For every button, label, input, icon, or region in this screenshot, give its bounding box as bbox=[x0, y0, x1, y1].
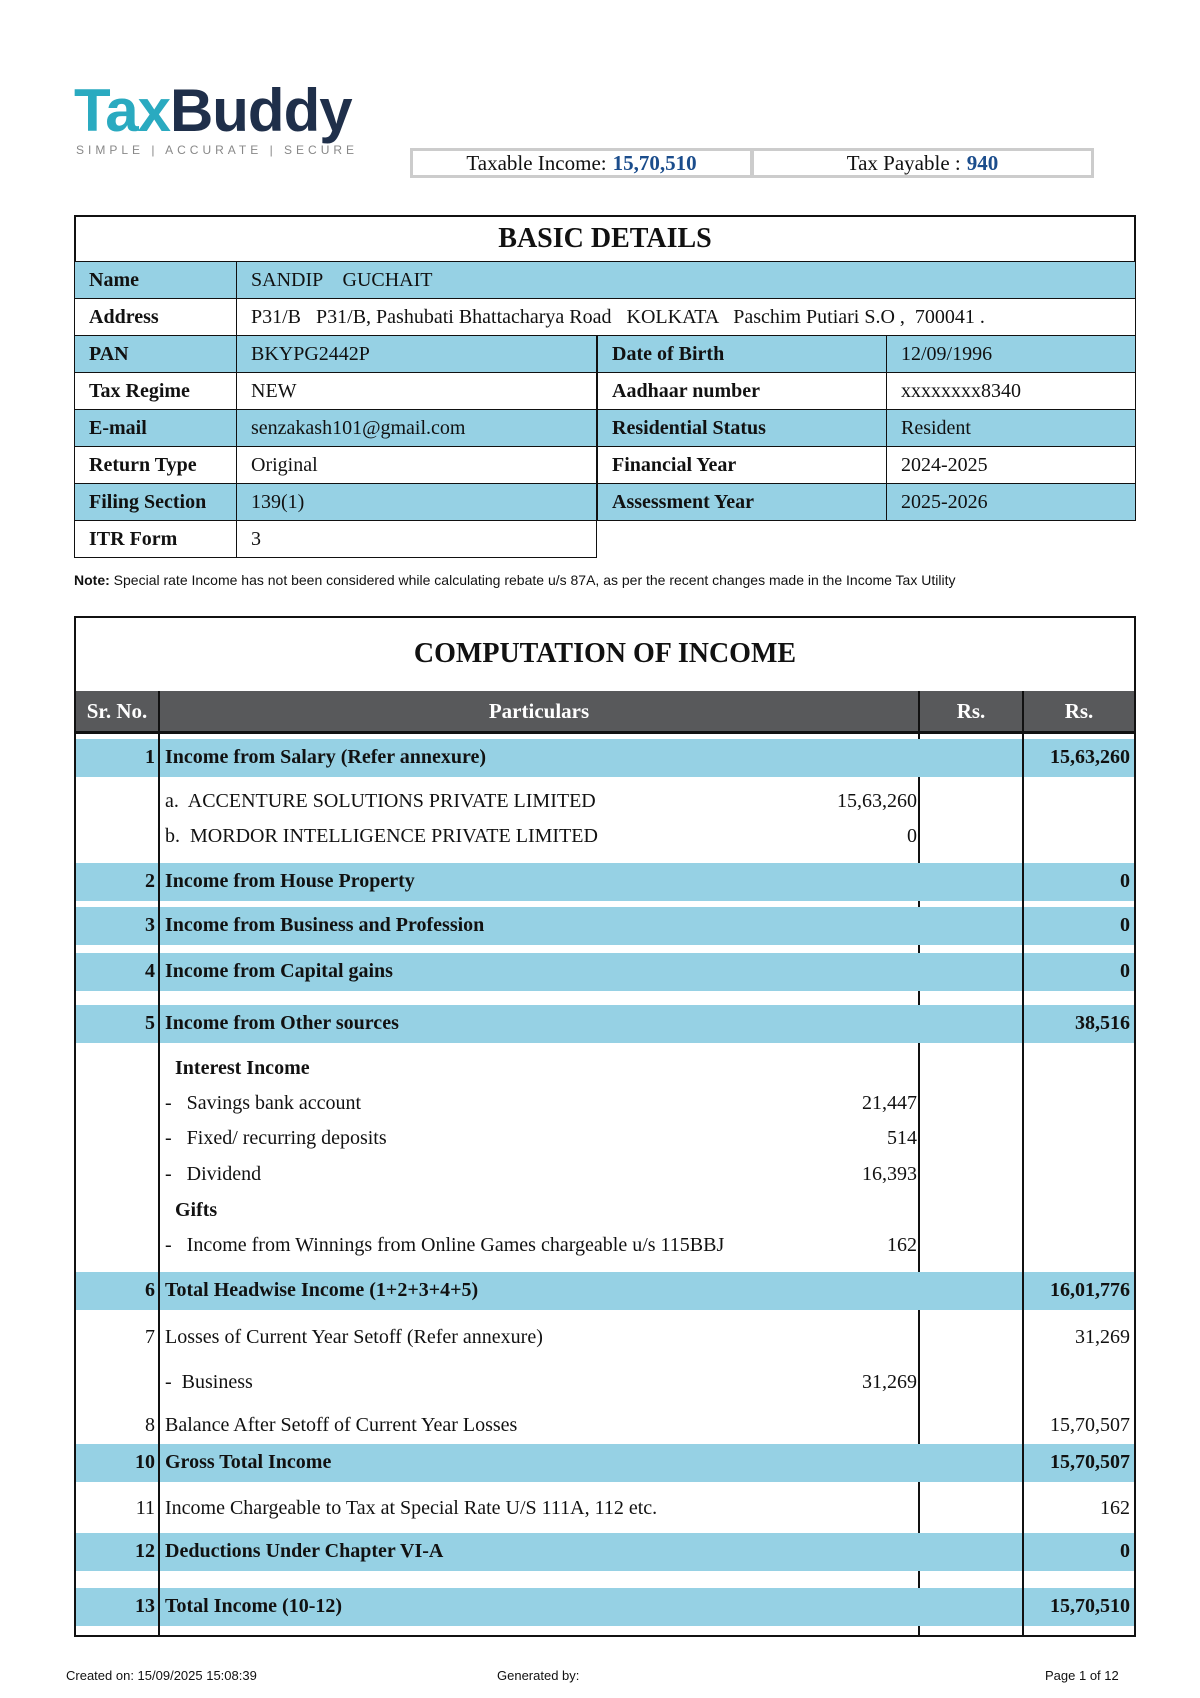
address-value: P31/B P31/B, Pashubati Bhattacharya Road KOLKATA Paschim Putiari S.O , 700041 . bbox=[236, 298, 1136, 336]
itr-label: ITR Form bbox=[74, 520, 237, 558]
row-sr-no: 4 bbox=[145, 960, 155, 982]
row-particulars: Income from Salary (Refer annexure) bbox=[165, 746, 487, 768]
pan-label: PAN bbox=[74, 335, 237, 373]
row-sr-no: 8 bbox=[145, 1414, 155, 1436]
basic-details-heading: BASIC DETAILS bbox=[498, 223, 712, 254]
note-text: Special rate Income has not been considered while calculating rebate u/s 87A, as per the recent changes made in the Income Tax Utility bbox=[109, 572, 956, 588]
row-amount-2: 31,269 bbox=[1075, 1326, 1130, 1348]
logo-tagline: SIMPLE | ACCURATE | SECURE bbox=[76, 143, 359, 157]
row-amount-1: 16,393 bbox=[862, 1163, 917, 1185]
row-amount-2: 38,516 bbox=[1075, 1012, 1130, 1034]
row-amount-2: 0 bbox=[1120, 960, 1130, 982]
computation-heading: COMPUTATION OF INCOME bbox=[413, 637, 797, 669]
fy-value: 2024-2025 bbox=[886, 446, 1136, 484]
return-label: Return Type bbox=[74, 446, 237, 484]
aadhaar-label: Aadhaar number bbox=[597, 372, 887, 410]
row-sr-no: 3 bbox=[145, 914, 155, 936]
row-sr-no: 5 bbox=[145, 1012, 155, 1034]
row-amount-1: 21,447 bbox=[862, 1092, 917, 1114]
row-sr-no: 10 bbox=[135, 1451, 155, 1473]
regime-label: Tax Regime bbox=[74, 372, 237, 410]
header-particulars: Particulars bbox=[160, 691, 920, 731]
tax-payable-value: 940 bbox=[966, 150, 999, 175]
dob-label: Date of Birth bbox=[597, 335, 887, 373]
row-sr-no: 7 bbox=[145, 1326, 155, 1348]
return-type-value: Original bbox=[236, 446, 597, 484]
row-amount-2: 15,70,507 bbox=[1050, 1414, 1130, 1436]
itr-value: 3 bbox=[236, 520, 597, 558]
note-label: Note: bbox=[74, 572, 110, 588]
row-amount-2: 15,63,260 bbox=[1050, 746, 1130, 768]
row-particulars: Income from House Property bbox=[165, 870, 415, 892]
row-particulars: - Fixed/ recurring deposits bbox=[165, 1127, 387, 1149]
filing-value: 139(1) bbox=[236, 483, 597, 521]
logo-text-buddy: Buddy bbox=[169, 77, 352, 144]
address-label: Address bbox=[74, 298, 237, 336]
aadhaar-value: xxxxxxxx8340 bbox=[886, 372, 1136, 410]
row-amount-1: 0 bbox=[907, 825, 917, 847]
row-particulars: Balance After Setoff of Current Year Losses bbox=[165, 1414, 518, 1436]
dob-value: 12/09/1996 bbox=[886, 335, 1136, 373]
row-amount-2: 15,70,507 bbox=[1050, 1451, 1130, 1473]
tax-payable-label: Tax Payable : bbox=[846, 150, 961, 175]
row-particulars: Income from Capital gains bbox=[165, 960, 393, 982]
taxbuddy-logo bbox=[74, 76, 352, 145]
row-amount-2: 15,70,510 bbox=[1050, 1595, 1130, 1617]
row-particulars: Income from Business and Profession bbox=[165, 914, 485, 936]
header-divider bbox=[76, 731, 1134, 734]
row-amount-1: 31,269 bbox=[862, 1371, 917, 1393]
fy-label: Financial Year bbox=[597, 446, 887, 484]
taxable-income-value: 15,70,510 bbox=[612, 150, 697, 175]
residential-value: Resident bbox=[886, 409, 1136, 447]
row-amount-1: 162 bbox=[887, 1234, 917, 1256]
row-particulars: Total Income (10-12) bbox=[165, 1595, 343, 1617]
tax-payable-box bbox=[751, 148, 1094, 178]
row-sr-no: 6 bbox=[145, 1279, 155, 1301]
row-sr-no: 12 bbox=[135, 1540, 155, 1562]
logo-text-tax: Tax bbox=[74, 77, 170, 144]
ay-value: 2025-2026 bbox=[886, 483, 1136, 521]
row-particulars: - Dividend bbox=[165, 1163, 262, 1185]
taxable-income-label: Taxable Income: bbox=[466, 150, 607, 175]
row-particulars: - Income from Winnings from Online Games chargeable u/s 115BBJ bbox=[165, 1234, 725, 1256]
taxable-income-box bbox=[410, 148, 753, 178]
row-particulars: Gross Total Income bbox=[165, 1451, 332, 1473]
column-divider bbox=[158, 734, 160, 1637]
row-particulars: a. ACCENTURE SOLUTIONS PRIVATE LIMITED bbox=[165, 790, 596, 812]
row-sr-no: 1 bbox=[145, 746, 155, 768]
residential-label: Residential Status bbox=[597, 409, 887, 447]
regime-value: NEW bbox=[236, 372, 597, 410]
email-label: E-mail bbox=[74, 409, 237, 447]
row-particulars: Income Chargeable to Tax at Special Rate U/S 111A, 112 etc. bbox=[165, 1497, 658, 1519]
row-particulars: b. MORDOR INTELLIGENCE PRIVATE LIMITED bbox=[165, 825, 598, 847]
filing-label: Filing Section bbox=[74, 483, 237, 521]
row-particulars: Total Headwise Income (1+2+3+4+5) bbox=[165, 1279, 479, 1301]
generated-by: Generated by: bbox=[497, 1668, 580, 1683]
row-particulars: Deductions Under Chapter VI-A bbox=[165, 1540, 444, 1562]
row-sr-no: 13 bbox=[135, 1595, 155, 1617]
ay-label: Assessment Year bbox=[597, 483, 887, 521]
page-number: Page 1 of 12 bbox=[1045, 1668, 1119, 1683]
row-amount-2: 0 bbox=[1120, 870, 1130, 892]
row-sr-no: 11 bbox=[135, 1497, 155, 1519]
created-on: Created on: 15/09/2025 15:08:39 bbox=[66, 1668, 257, 1683]
name-value: SANDIP GUCHAIT bbox=[236, 261, 1136, 299]
row-particulars: - Business bbox=[165, 1371, 253, 1393]
row-amount-2: 0 bbox=[1120, 1540, 1130, 1562]
row-amount-2: 0 bbox=[1120, 914, 1130, 936]
note bbox=[74, 572, 955, 588]
row-sr-no: 2 bbox=[145, 870, 155, 892]
column-divider bbox=[1022, 734, 1024, 1637]
row-particulars: Income from Other sources bbox=[165, 1012, 399, 1034]
row-amount-1: 514 bbox=[887, 1127, 917, 1149]
header-rs-1: Rs. bbox=[920, 691, 1024, 731]
header-rs-2: Rs. bbox=[1024, 691, 1134, 731]
row-particulars: Interest Income bbox=[175, 1057, 310, 1079]
pan-value: BKYPG2442P bbox=[236, 335, 597, 373]
email-value: senzakash101@gmail.com bbox=[236, 409, 597, 447]
row-amount-2: 16,01,776 bbox=[1050, 1279, 1130, 1301]
row-amount-1: 15,63,260 bbox=[837, 790, 917, 812]
name-label: Name bbox=[74, 261, 237, 299]
header-sr-no: Sr. No. bbox=[76, 691, 160, 731]
computation-title bbox=[74, 616, 1136, 691]
row-amount-2: 162 bbox=[1100, 1497, 1130, 1519]
row-particulars: - Savings bank account bbox=[165, 1092, 362, 1114]
basic-details-title bbox=[74, 215, 1136, 261]
row-particulars: Losses of Current Year Setoff (Refer annexure) bbox=[165, 1326, 543, 1348]
row-particulars: Gifts bbox=[175, 1199, 218, 1221]
